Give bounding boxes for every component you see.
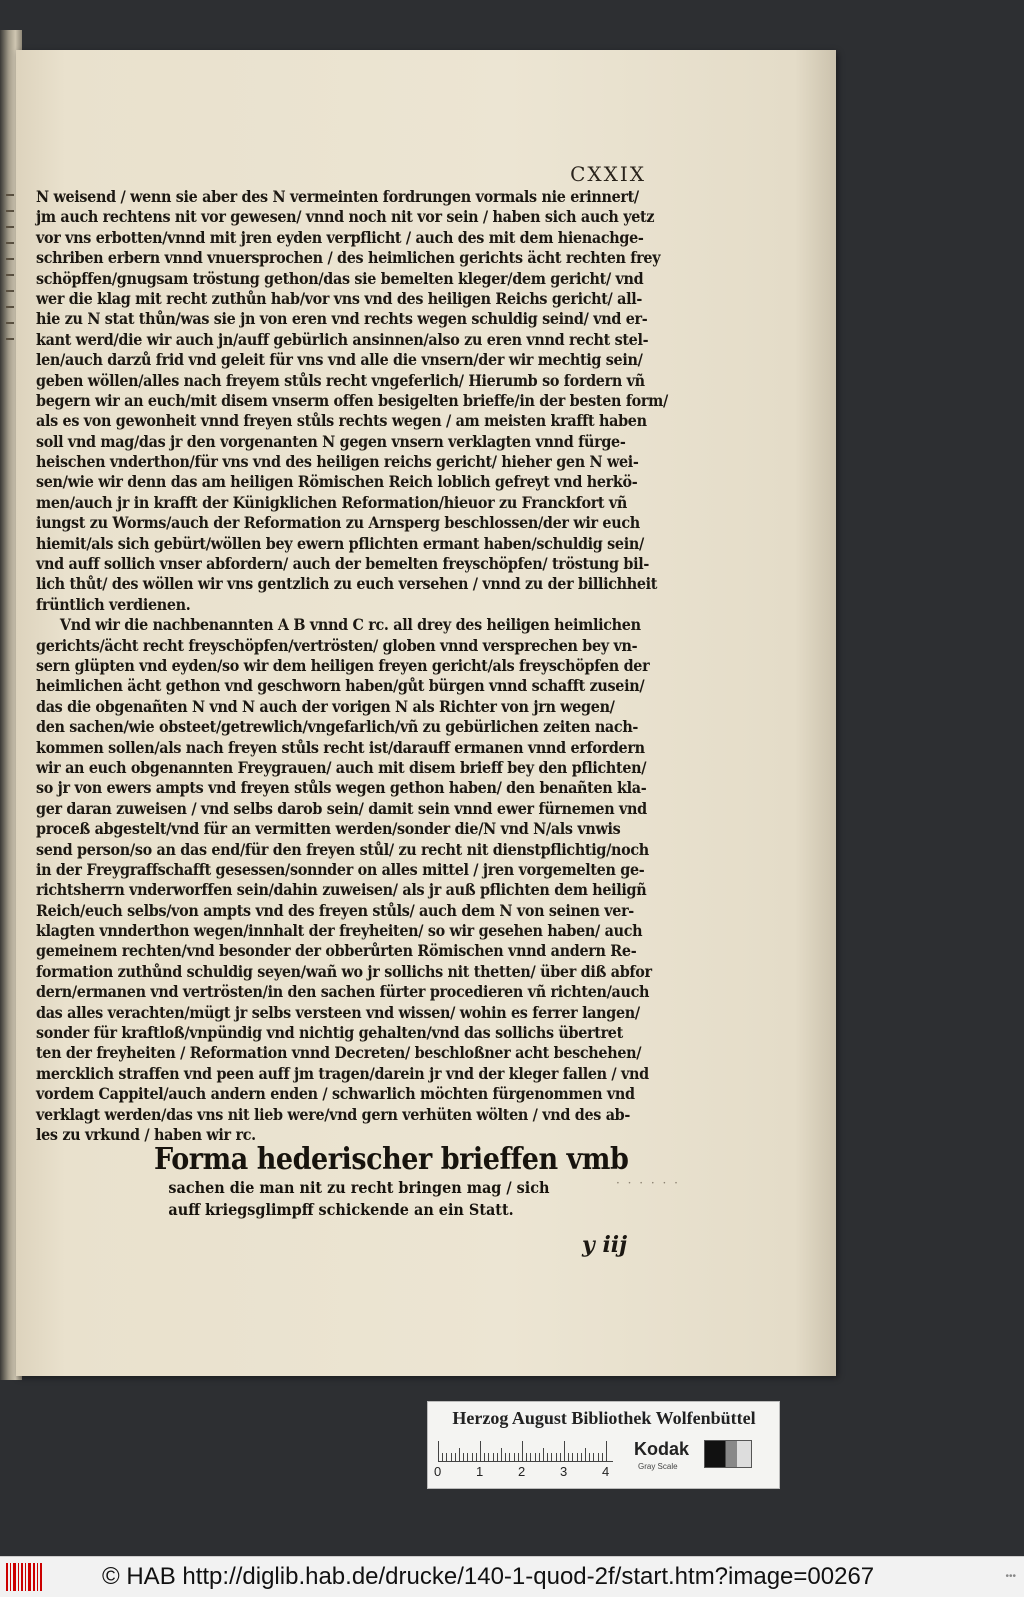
ruler-tick — [484, 1453, 485, 1461]
text-line: verklagt werden/das vns nit lieb were/vnd gern verhüten wölten / vnd des ab- — [36, 1104, 631, 1124]
ruler-tick — [526, 1453, 527, 1461]
text-line: gemeinem rechten/vnd besonder der obberůrten Römischen vnnd andern Re- — [36, 941, 637, 961]
text-line: gerichts/ächt recht freyschöpfen/vertrösten/ globen vnnd versprechen bey vn- — [36, 635, 638, 655]
ruler-number: 2 — [518, 1464, 526, 1479]
ruler-numbers — [434, 1464, 624, 1480]
ruler-tick — [518, 1453, 519, 1461]
ruler-tick — [572, 1453, 573, 1461]
text-line: len/auch darzů frid vnd geleit für vns vnd alle die vnsern/der wir mechtig sein/ — [36, 350, 643, 370]
ruler-tick — [530, 1453, 531, 1461]
text-line: ger daran zuweisen / vnd selbs darob sein/ damit sein vnnd ewer fürnemen vnd — [36, 798, 647, 818]
text-line: mercklich straffen vnd peen auff jm tragen/darein jr vnd der kleger fallen / vnd — [36, 1063, 649, 1083]
text-line: sonder für kraftloß/vnpündig vnd nichtig gehalten/vnd das sollichs übertret — [36, 1023, 623, 1043]
text-line: schöpffen/gnugsam tröstung gethon/das sie bemelten kleger/dem gericht/ vnd — [36, 268, 644, 288]
text-line: send person/so an das end/für den freyen stůl/ zu recht nit dienstpflichtig/noch — [36, 839, 649, 859]
ruler-tick — [547, 1453, 548, 1461]
ruler-tick — [568, 1453, 569, 1461]
ruler-tick — [476, 1453, 477, 1461]
text-line: den sachen/wie obsteet/getrewlich/vngefarlich/vñ zu gebürlichen zeiten nach- — [36, 717, 639, 737]
copyright-url[interactable]: © HAB http://diglib.hab.de/drucke/140-1-quod-2f/start.htm?image=00267 — [102, 1563, 875, 1590]
kodak-logo: Kodak — [634, 1439, 690, 1459]
text-line: ten der freyheiten / Reformation vnnd Decreten/ beschloßner acht beschehen/ — [36, 1043, 642, 1063]
ruler-tick — [560, 1453, 561, 1461]
ruler-tick — [480, 1441, 481, 1461]
text-line: als es von gewonheit vnnd freyen stůls rechts wegen / am meisten krafft haben — [36, 411, 647, 431]
ruler-tick — [606, 1441, 607, 1461]
text-line: formation zuthůnd schuldig seyen/wañ wo jr sollichs nit thetten/ über diß abfor — [36, 961, 652, 981]
text-line: soll vnd mag/das jr den vorgenanten N gegen vnsern verklagten vnnd fürge- — [36, 431, 626, 451]
text-line: N weisend / wenn sie aber des N vermeinten fordrungen vormals nie erinnert/ — [36, 187, 639, 206]
ruler-tick — [463, 1453, 464, 1461]
ruler-tick — [589, 1453, 590, 1461]
ruler-tick — [497, 1453, 498, 1461]
heading-title: Forma hederischer brieffen vmb — [154, 1142, 629, 1177]
text-line: kant werd/die wir auch jn/auff gebürlich ansinnen/also zu eren vnnd recht stel- — [36, 329, 649, 349]
text-line: les zu vrkund / haben wir rc. — [36, 1124, 256, 1144]
text-line: wer die klag mit recht zuthůn hab/vor vns vnd des heiligen Reichs gericht/ all- — [36, 288, 643, 308]
text-line: richtsherrn vnderworffen sein/dahin zuweisen/ als jr auß pflichten dem heiligñ — [36, 880, 647, 900]
ruler-tick — [488, 1453, 489, 1461]
text-line: begern wir an euch/mit disem vnserm offen besigelten brieffe/in der besten form/ — [36, 390, 668, 410]
text-line: vor vns erbotten/vnnd mit jren eyden verpflicht / auch des mit dem hienachge- — [36, 227, 644, 247]
text-line: das die obgenañten N vnd N auch der vorigen N als Richter von jrn wegen/ — [36, 696, 615, 716]
text-line: sern glüpten vnd eyden/so wir dem heiligen freyen gericht/als freyschöpfen der — [36, 655, 650, 675]
book-page — [16, 50, 836, 1376]
text-line: proceß abgestelt/vnd für an vermitten werden/sonder die/N vnd N/als vnwis — [36, 819, 621, 839]
more-icon[interactable]: ••• — [1005, 1571, 1016, 1582]
text-line: vordem Cappitel/auch andern enden / schwarlich möchten fürgenommen vnd — [36, 1084, 635, 1104]
barcode-icon — [6, 1563, 48, 1591]
text-line: klagten vnnderthon wegen/innhalt der freyheiten/ so wir gesehen haben/ auch — [36, 921, 643, 941]
ruler-tick — [467, 1453, 468, 1461]
text-line: heimlichen ächt gethon vnd geschworn haben/gůt bürgen vnnd schafft zusein/ — [36, 676, 645, 696]
ruler-tick — [551, 1453, 552, 1461]
signature-mark: y iij — [582, 1232, 628, 1258]
ruler-tick — [455, 1453, 456, 1461]
ruler-tick — [442, 1453, 443, 1461]
text-line: hie zu N stat thůn/was sie jn von eren vnd rechts wegen schuldig seind/ vnd er- — [36, 309, 648, 329]
section-heading — [154, 1142, 629, 1221]
body-text — [36, 187, 668, 1145]
color-scale-card — [427, 1401, 780, 1489]
ruler-tick — [577, 1453, 578, 1461]
gray-scale-patch — [704, 1440, 752, 1468]
ruler-tick — [505, 1453, 506, 1461]
ruler-number: 4 — [602, 1464, 610, 1479]
ruler-tick — [543, 1448, 544, 1461]
ruler-tick — [602, 1453, 603, 1461]
text-line: Vnd wir die nachbenannten A B vnnd C rc. all drey des heiligen heimlichen — [59, 615, 641, 635]
ruler-number: 3 — [560, 1464, 568, 1479]
text-line: so jr von ewers ampts vnd freyen stůls wegen gethon haben/ den benañten kla- — [36, 778, 647, 798]
text-line: vnd auff sollich vnser abfordern/ auch der bemelten freyschöpfen/ tröstung bil- — [36, 554, 650, 574]
text-line: lich thůt/ des wöllen wir vns gentzlich zu euch versehen / vnnd zu der billichheit — [36, 574, 658, 594]
library-name: Herzog August Bibliothek Wolfenbüttel — [452, 1408, 756, 1428]
text-line: heischen vnderthon/für vns vnd des heiligen reichs gericht/ hieher gen N wei- — [36, 452, 639, 472]
ruler-tick — [593, 1453, 594, 1461]
bleed-through-marks: · · · · · · — [616, 1176, 680, 1190]
ruler-tick — [564, 1441, 565, 1461]
ruler-tick — [438, 1441, 439, 1461]
ruler-tick — [459, 1448, 460, 1461]
heading-subtitle-line-2: auff kriegsglimpff schickende an ein Statt. — [168, 1200, 514, 1219]
ruler-tick — [501, 1448, 502, 1461]
text-line: in der Freygraffschafft gesessen/sonnder on alles mittel / jren vorgemelten ge- — [36, 859, 645, 879]
text-line: wir an euch obgenannten Freygrauen/ auch mit disem brieff bey den pflichten/ — [36, 757, 647, 777]
ruler-tick — [514, 1453, 515, 1461]
text-line: geben wöllen/alles nach freyem stůls recht vngeferlich/ Hierumb so fordern vñ — [36, 370, 645, 390]
ruler-tick — [509, 1453, 510, 1461]
text-line: früntlich verdienen. — [36, 594, 191, 614]
ruler-tick — [556, 1453, 557, 1461]
text-line: jm auch rechtens nit vor gewesen/ vnnd noch nit vor sein / haben sich auch yetz — [36, 207, 655, 227]
ruler-tick — [585, 1448, 586, 1461]
text-line: Reich/euch selbs/von ampts vnd des freyen stůls/ auch dem N von seinen ver- — [36, 900, 634, 920]
ruler-tick — [493, 1453, 494, 1461]
ruler-tick — [472, 1453, 473, 1461]
gray-scale-label: Gray Scale — [638, 1462, 678, 1471]
footer-bar — [0, 1556, 1024, 1597]
text-line: schriben erbern vnnd vnuersprochen / des heimlichen gerichts ächt rechten frey — [36, 248, 661, 268]
ruler-tick — [581, 1453, 582, 1461]
text-line: sen/wie wir denn das am heiligen Römischen Reich loblich gefreyt vnd herkö- — [36, 472, 638, 492]
ruler-tick — [535, 1453, 536, 1461]
folio-number: CXXIX — [570, 162, 646, 186]
ruler-tick — [522, 1441, 523, 1461]
text-line: iungst zu Worms/auch der Reformation zu Arnsperg beschlossen/der wir euch — [36, 513, 640, 533]
text-line: dern/ermanen vnd vertrösten/in den sachen fürter procedieren vñ richten/auch — [36, 982, 650, 1002]
ruler-tick — [598, 1453, 599, 1461]
text-line: kommen sollen/als nach freyen stůls recht ist/darauff ermanen vnnd erfordern — [36, 737, 645, 757]
ruler-number: 0 — [434, 1464, 442, 1479]
ruler-tick — [446, 1453, 447, 1461]
ruler-tick — [539, 1453, 540, 1461]
ruler-scale — [438, 1439, 613, 1462]
text-line: das alles verachten/mügt jr selbs versteen vnd wissen/ wohin es ferrer langen/ — [36, 1002, 640, 1022]
heading-subtitle-line-1: sachen die man nit zu recht bringen mag / sich — [168, 1178, 550, 1197]
text-line: men/auch jr in krafft der Künigklichen Reformation/hieuor zu Franckfort vñ — [36, 492, 628, 512]
text-line: hiemit/als sich gebürt/wöllen bey ewern pflichten ermant haben/schuldig sein/ — [36, 533, 644, 553]
ruler-tick — [451, 1453, 452, 1461]
ruler-number: 1 — [476, 1464, 484, 1479]
